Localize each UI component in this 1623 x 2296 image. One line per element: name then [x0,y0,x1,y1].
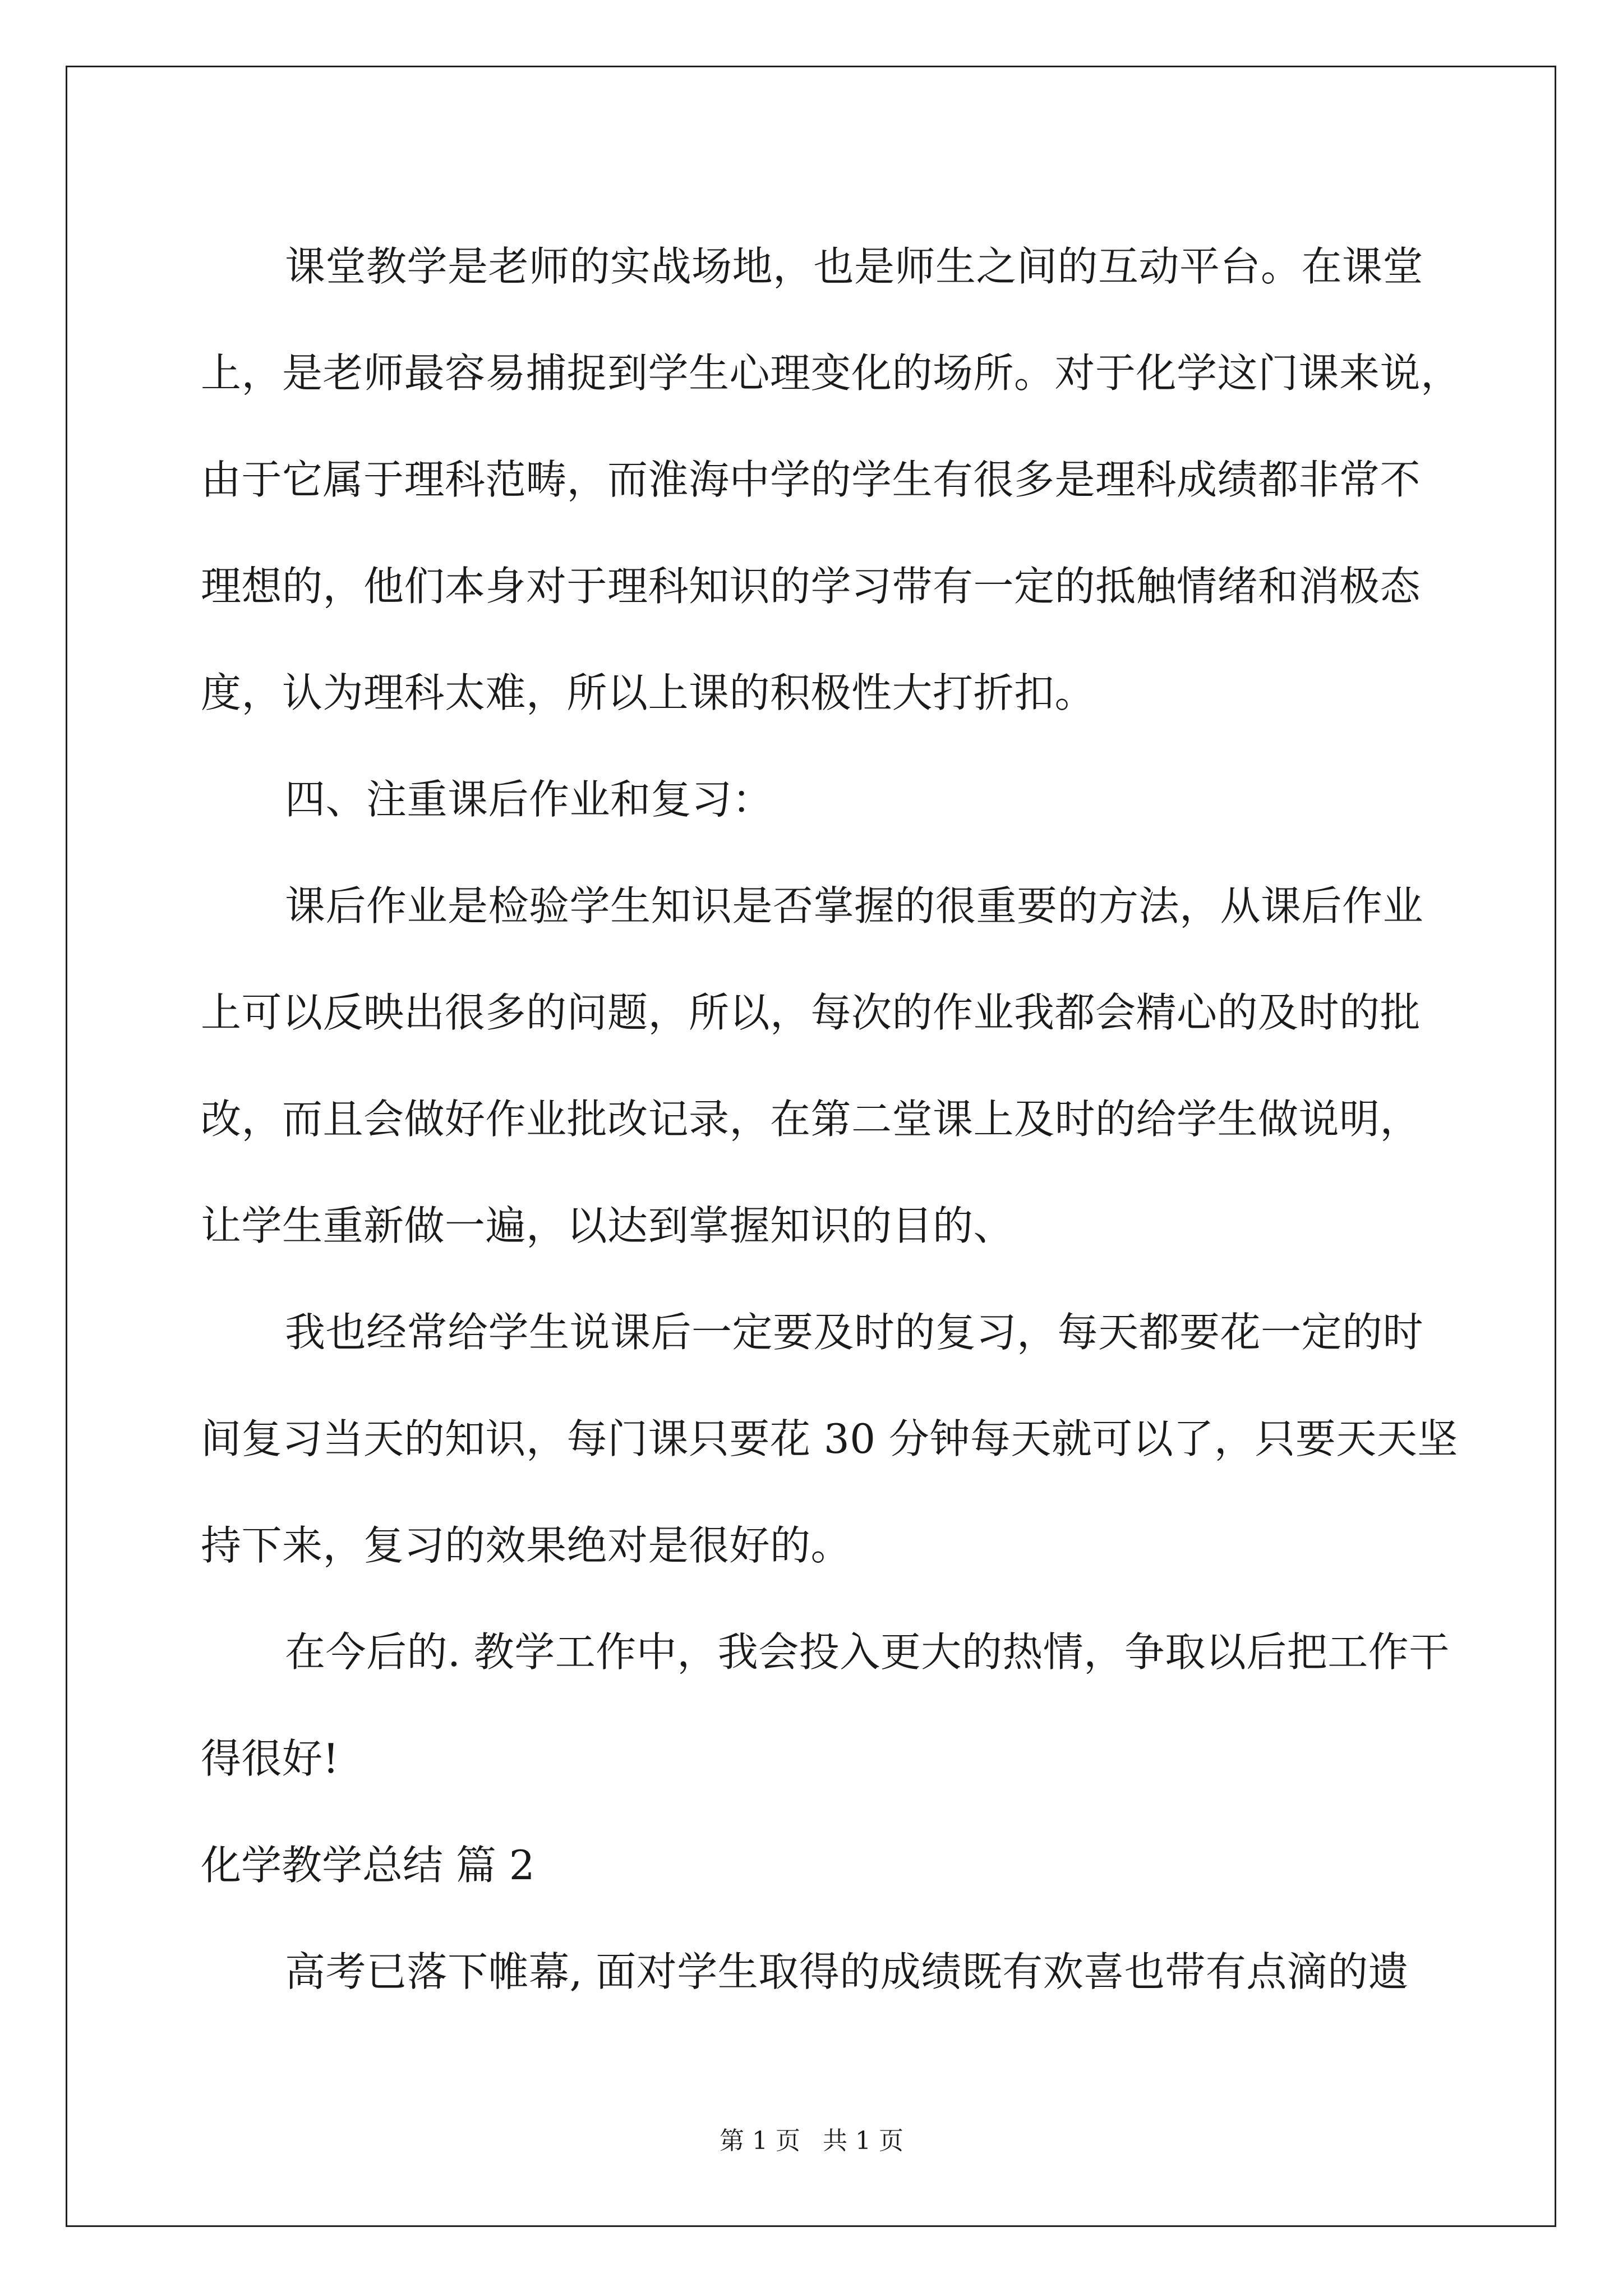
paragraph-line: 我也经常给学生说课后一定要及时的复习，每天都要花一定的时 [285,1309,1424,1356]
paragraph-line: 持下来，复习的效果绝对是很好的。 [201,1522,852,1569]
page-number: 第 1 页 [720,2127,800,2155]
page-total: 共 1 页 [823,2127,903,2155]
paragraph-line: 在今后的. 教学工作中，我会投入更大的热情，争取以后把工作干 [285,1628,1450,1676]
paragraph-line: 由于它属于理科范畴，而淮海中学的学生有很多是理科成绩都非常不 [201,456,1421,503]
paragraph-line: 让学生重新做一遍，以达到掌握知识的目的、 [201,1202,1015,1249]
paragraph-line: 间复习当天的知识，每门课只要花 30 分钟每天就可以了，只要天天坚 [201,1415,1458,1462]
paragraph-line: 课堂教学是老师的实战场地，也是师生之间的互动平台。在课堂 [285,243,1424,290]
paragraph-line: 改，而且会做好作业批改记录，在第二堂课上及时的给学生做说明， [201,1096,1421,1143]
section-heading: 四、注重课后作业和复习： [285,776,773,823]
page-footer [0,2120,1623,2156]
paragraph-line: 度，认为理科太难，所以上课的积极性大打折扣。 [201,669,1096,716]
paragraph-line: 高考已落下帷幕, 面对学生取得的成绩既有欢喜也带有点滴的遗 [285,1948,1409,1995]
paragraph-line: 课后作业是检验学生知识是否掌握的很重要的方法，从课后作业 [285,882,1424,930]
paragraph-line: 上，是老师最容易捕捉到学生心理变化的场所。对于化学这门课来说， [201,349,1461,397]
paragraph-line: 上可以反映出很多的问题，所以，每次的作业我都会精心的及时的批 [201,989,1421,1036]
paragraph-line: 理想的，他们本身对于理科知识的学习带有一定的抵触情绪和消极态 [201,563,1421,610]
article-title: 化学教学总结 篇 2 [201,1842,535,1889]
document-body [201,213,1461,2025]
paragraph-line: 得很好! [201,1735,339,1782]
